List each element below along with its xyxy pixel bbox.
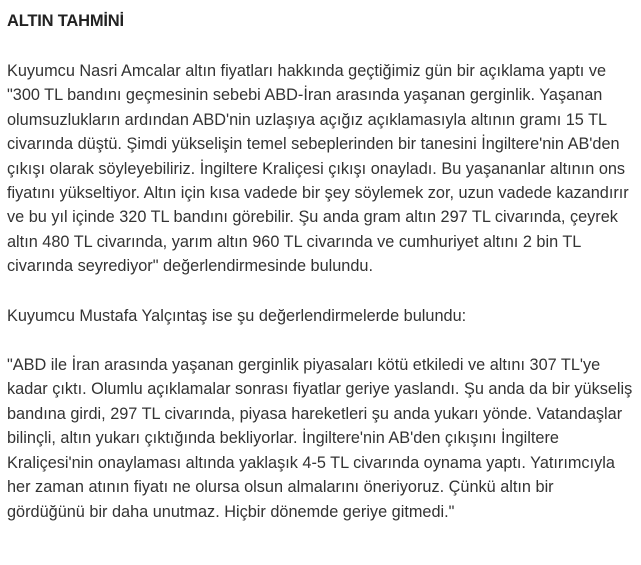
- article-paragraph-nasri-amcalar: Kuyumcu Nasri Amcalar altın fiyatları hakkında geçtiğimiz gün bir açıklama yaptı ve "300 TL bandını geçmesinin sebebi ABD-İran arasında yaşanan gerginlik. Yaşanan olumsuzlukların ardından ABD'nin uzlaşıya açığız açıklamasıyla altının gramı 15 TL civarında düştü. Şimdi yükselişin temel sebeplerinden bir tanesini İngiltere'nin AB'den çıkışı olarak söyleyebiliriz. İngiltere Kraliçesi çıkışı onayladı. Bu yaşananlar altının ons fiyatını yükseltiyor. Altın için kısa vadede bir şey söylemek zor, uzun vadede kazandırır ve bu yıl içinde 320 TL bandını görebilir. Şu anda gram altın 297 TL civarında, çeyrek altın 480 TL civarında, yarım altın 960 TL civarında ve cumhuriyet altını 2 bin TL civarında seyrediyor" değerlendirmesinde bulundu.: [7, 62, 629, 276]
- article-title: ALTIN TAHMİNİ: [7, 12, 124, 30]
- article: [7, 10, 635, 524]
- article-paragraph-intro-yalcintas: Kuyumcu Mustafa Yalçıntaş ise şu değerlendirmelerde bulundu:: [7, 306, 467, 325]
- article-paragraph-yalcintas-quote: "ABD ile İran arasında yaşanan gerginlik piyasaları kötü etkiledi ve altını 307 TL'ye kadar çıktı. Olumlu açıklamalar sonrası fiyatlar geriye yaslandı. Şu anda da bir yükseliş bandına girdi, 297 TL civarında, piyasa hareketleri şu anda yukarı yönde. Vatandaşlar bilinçli, altın yukarı çıktığında bekliyorlar. İngiltere'nin AB'den çıkışını İngiltere Kraliçesi'nin onaylaması altında yaklaşık 4-5 TL civarında oynama yaptı. Yatırımcıyla her zaman atının fiyatı ne olursa olsun almalarını öneriyoruz. Çünkü altın bir gördüğünü bir daha unutmaz. Hiçbir dönemde geriye gitmedi.": [7, 356, 633, 521]
